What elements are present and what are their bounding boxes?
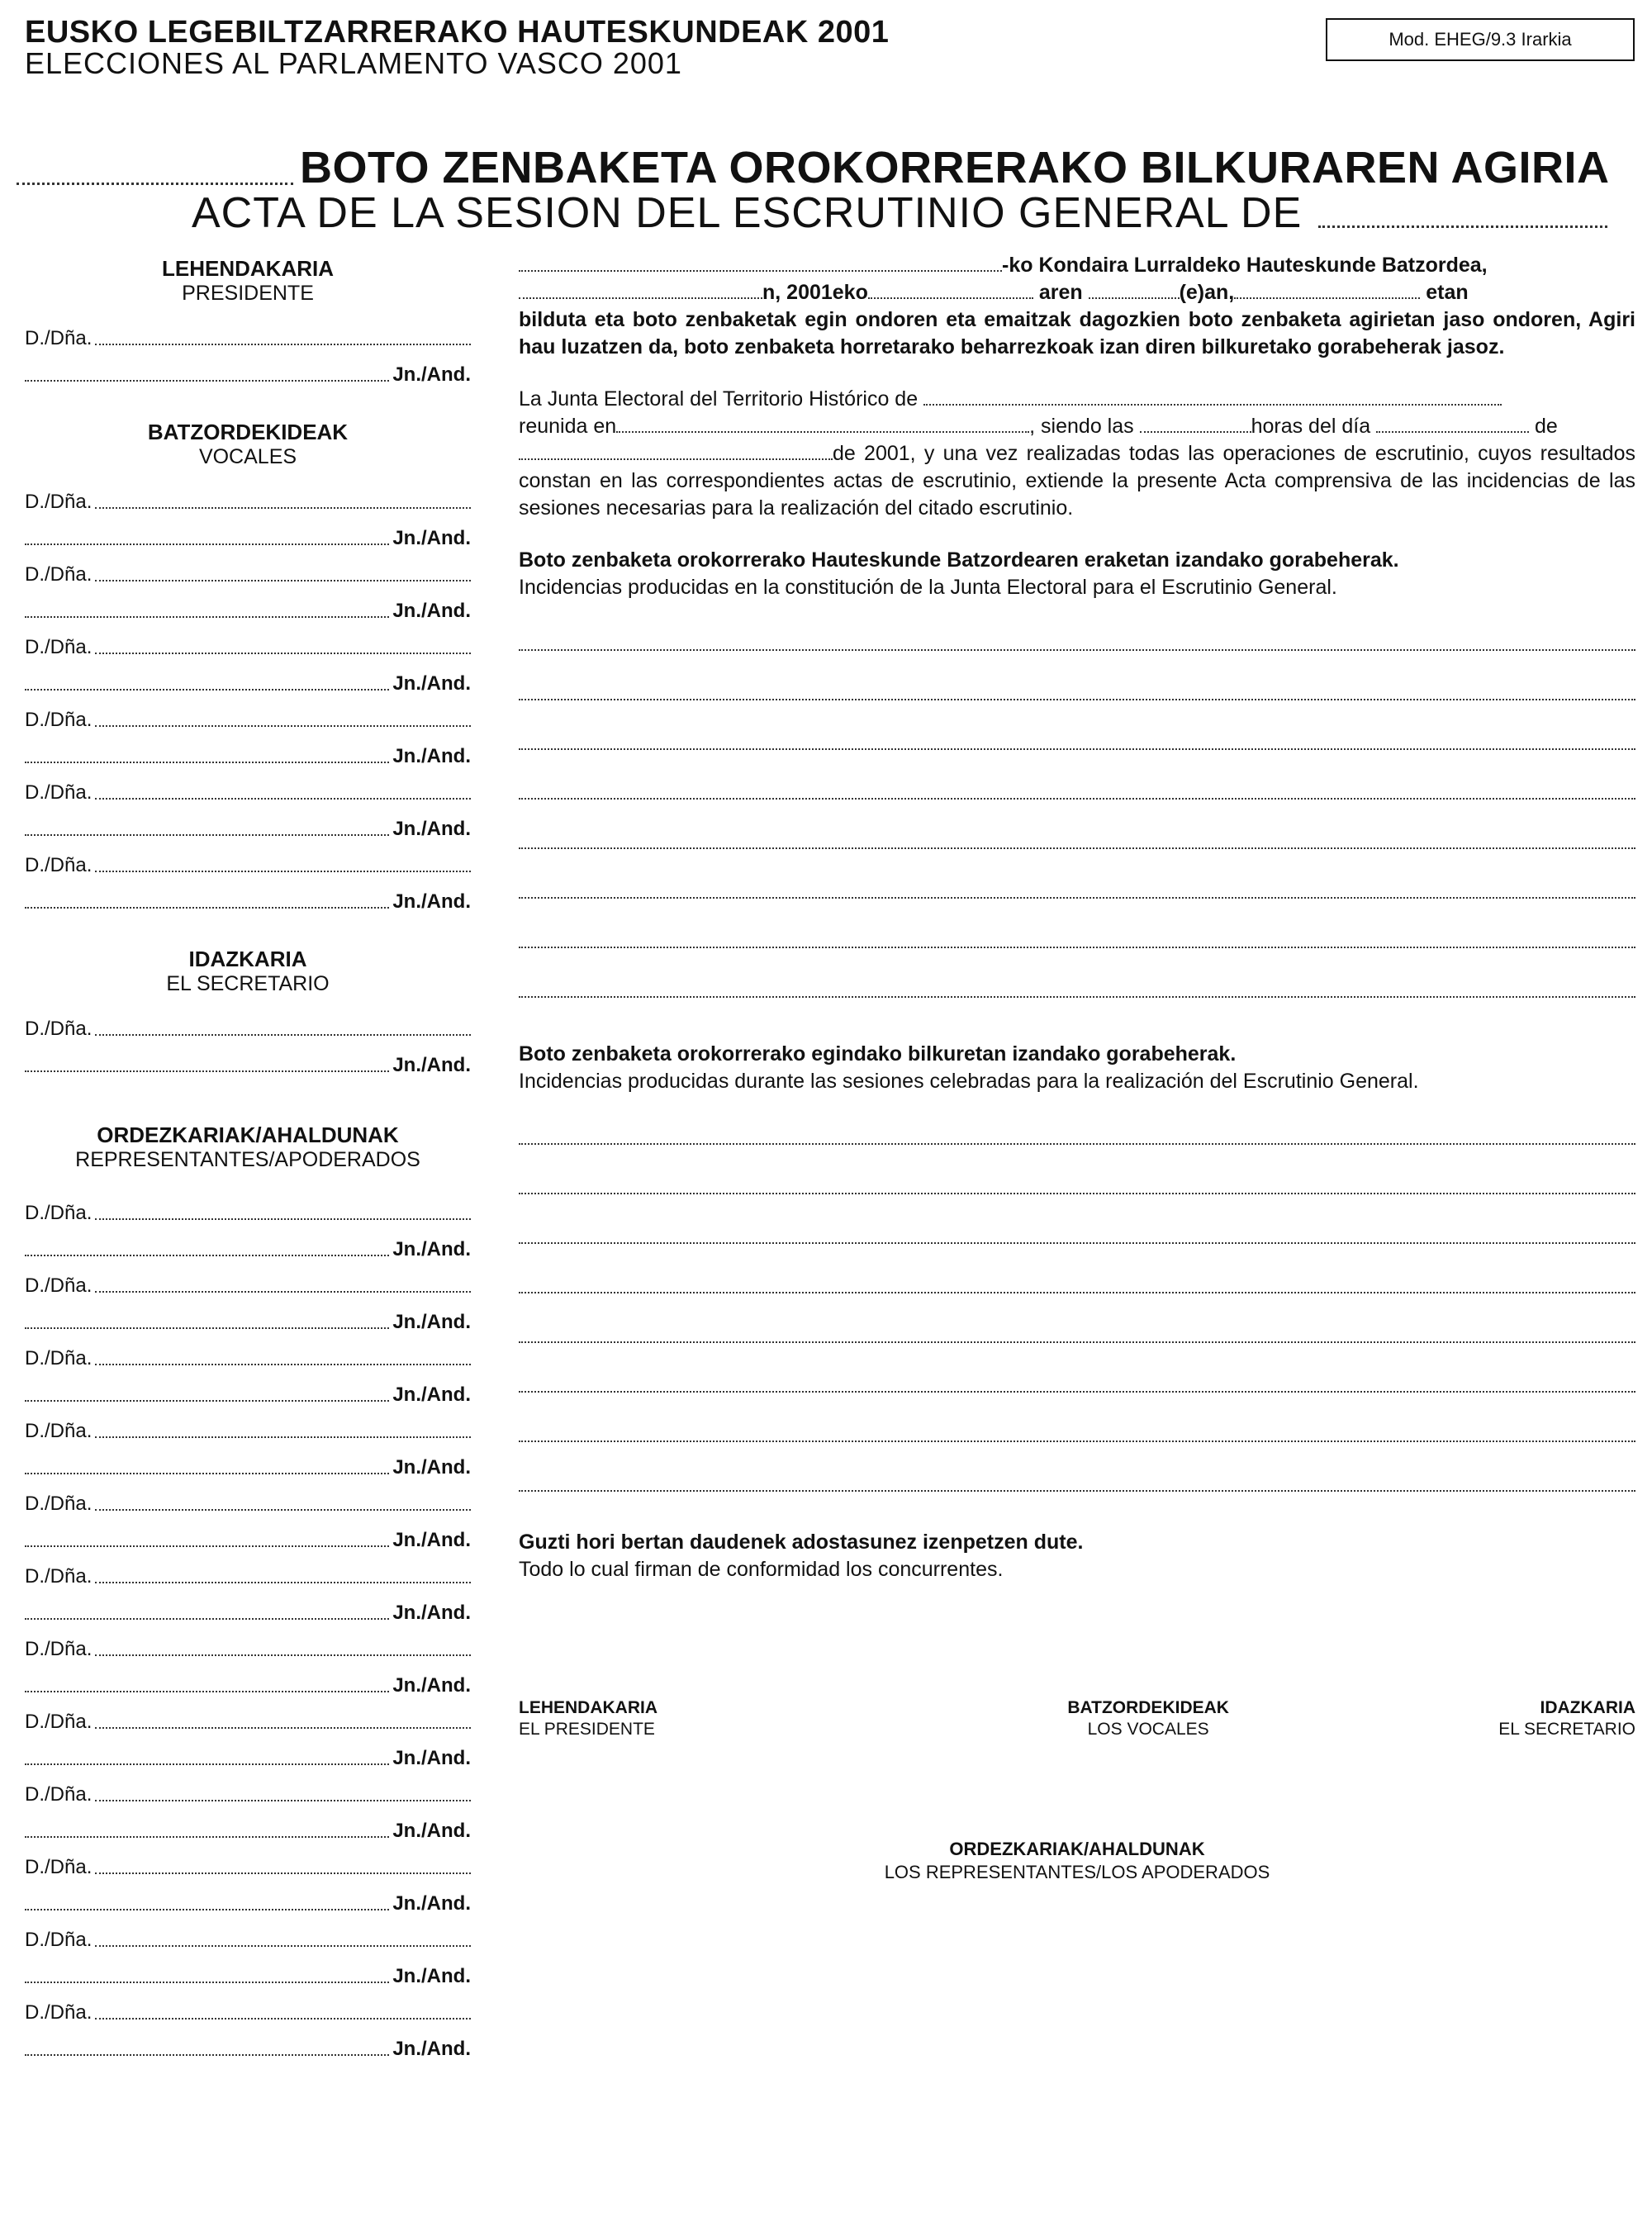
name-line[interactable] — [95, 871, 471, 872]
id-line[interactable] — [25, 1327, 389, 1329]
name-field[interactable] — [25, 695, 471, 732]
closing-statement — [519, 1529, 1635, 1583]
incidence-line[interactable] — [519, 1440, 1635, 1442]
day-fill-es[interactable] — [1376, 415, 1529, 433]
place-fill-es[interactable] — [616, 415, 1029, 433]
id-line[interactable] — [25, 1473, 389, 1474]
hour-fill-es[interactable] — [1140, 415, 1251, 433]
name-field[interactable] — [25, 477, 471, 514]
reps-heading-es: REPRESENTANTES/APODERADOS — [75, 1148, 420, 1171]
dna-label: D./Dña. — [25, 1202, 93, 1224]
jn-and-label: Jn./And. — [392, 890, 471, 913]
name-field[interactable] — [25, 1697, 471, 1734]
sig-vocales-es: LOS VOCALES — [1087, 1720, 1209, 1739]
jn-and-label: Jn./And. — [392, 1747, 471, 1769]
sig-vocales-eu: BATZORDEKIDEAK — [1067, 1698, 1229, 1717]
incidence-line[interactable] — [519, 897, 1635, 899]
id-field[interactable] — [25, 1370, 471, 1407]
document-title-es: ACTA DE LA SESION DEL ESCRUTINIO GENERAL DE — [192, 189, 1303, 237]
id-field[interactable] — [25, 877, 471, 914]
dna-label: D./Dña. — [25, 327, 93, 349]
incidence-line[interactable] — [519, 1341, 1635, 1343]
id-line[interactable] — [25, 1763, 389, 1765]
dna-label: D./Dña. — [25, 1493, 93, 1515]
name-line[interactable] — [95, 1034, 471, 1036]
acta-body — [519, 252, 1635, 1583]
sessions-heading-eu: Boto zenbaketa orokorrerako egindako bilkuretan izandako gorabeherak. — [519, 1042, 1237, 1066]
constitution-heading-es: Incidencias producidas en la constitución de la Junta Electoral para el Escrutinio General. — [519, 576, 1337, 599]
sessions-section — [519, 1041, 1635, 1095]
jn-and-label: Jn./And. — [392, 527, 471, 549]
secretary-heading-es: EL SECRETARIO — [166, 972, 330, 995]
signature-headings — [519, 1697, 1635, 1740]
jn-and-label: Jn./And. — [392, 1602, 471, 1624]
id-field[interactable] — [25, 1588, 471, 1625]
id-line[interactable] — [25, 1255, 389, 1256]
jn-and-label: Jn./And. — [392, 1456, 471, 1478]
constitution-section — [519, 547, 1635, 601]
id-field[interactable] — [25, 1661, 471, 1697]
name-field[interactable] — [25, 1004, 471, 1041]
incidence-line[interactable] — [519, 699, 1635, 700]
jn-and-label: Jn./And. — [392, 745, 471, 767]
dna-label: D./Dña. — [25, 1018, 93, 1040]
month-fill-es[interactable] — [519, 442, 833, 460]
sig-secretary-es: EL SECRETARIO — [1498, 1720, 1635, 1739]
dna-label: D./Dña. — [25, 1638, 93, 1660]
id-field[interactable] — [25, 2024, 471, 2061]
dna-label: D./Dña. — [25, 1783, 93, 1806]
jn-and-label: Jn./And. — [392, 672, 471, 695]
header-title-eu: EUSKO LEGEBILTZARRERAKO HAUTESKUNDEAK 2001 — [25, 15, 890, 50]
sessions-heading-es: Incidencias producidas durante las sesiones celebradas para la realización del Escrutinio General. — [519, 1070, 1419, 1093]
incidence-line[interactable] — [519, 1242, 1635, 1244]
id-field[interactable] — [25, 1879, 471, 1915]
dna-label: D./Dña. — [25, 2001, 93, 2024]
name-field[interactable] — [25, 1770, 471, 1806]
incidence-line[interactable] — [519, 649, 1635, 651]
incidence-line[interactable] — [519, 1490, 1635, 1492]
name-line[interactable] — [95, 580, 471, 581]
id-field[interactable] — [25, 1516, 471, 1552]
dna-label: D./Dña. — [25, 491, 93, 513]
intro-es-f: de 2001, y una vez realizadas todas las operaciones de escrutinio, cuyos resultados constan en las correspondientes actas de escrutinio, extiende la presente Acta comprensiva de las incidencias de las sesiones necesarias para la realización del citado escrutinio. — [519, 442, 1635, 520]
name-line[interactable] — [95, 1727, 471, 1729]
jn-and-label: Jn./And. — [392, 1965, 471, 1987]
sig-representatives — [519, 1838, 1635, 1884]
name-line[interactable] — [95, 725, 471, 727]
id-line[interactable] — [25, 1982, 389, 1983]
name-field[interactable] — [25, 1334, 471, 1370]
document-title-eu-row — [17, 142, 1635, 193]
dna-label: D./Dña. — [25, 709, 93, 731]
dna-label: D./Dña. — [25, 1929, 93, 1951]
title-es-fill-line[interactable] — [1318, 225, 1607, 228]
id-field[interactable] — [25, 1806, 471, 1843]
dna-label: D./Dña. — [25, 781, 93, 804]
territory-fill-es[interactable] — [923, 387, 1502, 406]
name-line[interactable] — [95, 1582, 471, 1583]
sig-secretary — [1498, 1697, 1635, 1740]
id-field[interactable] — [25, 1734, 471, 1770]
jn-and-label: Jn./And. — [392, 1311, 471, 1333]
day-fill[interactable] — [1089, 281, 1180, 299]
name-field[interactable] — [25, 1843, 471, 1879]
incidence-line[interactable] — [519, 1193, 1635, 1194]
dna-label: D./Dña. — [25, 854, 93, 876]
jn-and-label: Jn./And. — [392, 2038, 471, 2060]
id-field[interactable] — [25, 732, 471, 768]
dna-label: D./Dña. — [25, 1711, 93, 1733]
dna-label: D./Dña. — [25, 1274, 93, 1297]
id-field[interactable] — [25, 586, 471, 623]
dna-label: D./Dña. — [25, 563, 93, 586]
name-line[interactable] — [95, 507, 471, 509]
name-line[interactable] — [95, 1800, 471, 1801]
dna-label: D./Dña. — [25, 1565, 93, 1588]
sig-vocales — [1067, 1697, 1229, 1740]
id-line[interactable] — [25, 834, 389, 836]
intro-eu-e: etan — [1426, 281, 1469, 304]
id-field[interactable] — [25, 1041, 471, 1077]
intro-es-d: horas del día — [1251, 415, 1371, 438]
intro-paragraph-es — [519, 386, 1635, 522]
model-code-box: Mod. EHEG/9.3 Irarkia — [1326, 18, 1635, 61]
name-field[interactable] — [25, 1189, 471, 1225]
jn-and-label: Jn./And. — [392, 1238, 471, 1260]
intro-es-c: , siendo las — [1029, 415, 1134, 438]
name-field[interactable] — [25, 623, 471, 659]
id-field[interactable] — [25, 1952, 471, 1988]
name-line[interactable] — [95, 1509, 471, 1511]
document-title-eu: BOTO ZENBAKETA OROKORRERAKO BILKURAREN AGIRIA — [300, 143, 1610, 192]
id-field[interactable] — [25, 1225, 471, 1261]
jn-and-label: Jn./And. — [392, 600, 471, 622]
name-line[interactable] — [95, 1872, 471, 1874]
incidence-line[interactable] — [519, 1391, 1635, 1393]
jn-and-label: Jn./And. — [392, 1820, 471, 1842]
name-field[interactable] — [25, 314, 471, 350]
id-field[interactable] — [25, 659, 471, 695]
intro-eu-f: bilduta eta boto zenbaketak egin ondoren eta emaitzak dagozkien boto zenbaketa agirietan jaso ondoren, Agiri hau luzatzen da, boto zenbaketa horretarako beharrezkoak izan diren bilkuretako gorabeherak jasoz. — [519, 308, 1635, 358]
id-line[interactable] — [25, 1618, 389, 1620]
intro-eu-b: n, 2001eko — [762, 281, 868, 304]
incidence-line[interactable] — [519, 1143, 1635, 1145]
name-line[interactable] — [95, 1654, 471, 1656]
jn-and-label: Jn./And. — [392, 1384, 471, 1406]
name-field[interactable] — [25, 841, 471, 877]
incidence-line[interactable] — [519, 847, 1635, 849]
id-line[interactable] — [25, 907, 389, 909]
closing-eu: Guzti hori bertan daudenek adostasunez izenpetzen dute. — [519, 1531, 1084, 1554]
id-line[interactable] — [25, 1070, 389, 1072]
jn-and-label: Jn./And. — [392, 1674, 471, 1697]
title-fill-line[interactable] — [17, 183, 293, 185]
name-line[interactable] — [95, 1945, 471, 1947]
dna-label: D./Dña. — [25, 1347, 93, 1369]
name-line[interactable] — [95, 344, 471, 345]
id-field[interactable] — [25, 350, 471, 387]
intro-es-a: La Junta Electoral del Territorio Histórico de — [519, 387, 919, 411]
name-line[interactable] — [95, 1364, 471, 1365]
sig-reps-es: LOS REPRESENTANTES/LOS APODERADOS — [884, 1862, 1270, 1882]
id-field[interactable] — [25, 1443, 471, 1479]
name-field[interactable] — [25, 1479, 471, 1516]
intro-eu-c: aren — [1038, 281, 1083, 304]
jn-and-label: Jn./And. — [392, 1054, 471, 1076]
incidence-line[interactable] — [519, 996, 1635, 998]
id-line[interactable] — [25, 689, 389, 691]
president-heading-es: PRESIDENTE — [182, 282, 314, 305]
name-field[interactable] — [25, 1552, 471, 1588]
id-line[interactable] — [25, 1400, 389, 1402]
intro-es-e: de — [1535, 415, 1558, 438]
place-fill[interactable] — [519, 281, 762, 299]
signatories-column — [25, 256, 471, 2061]
id-line[interactable] — [25, 2054, 389, 2056]
id-field[interactable] — [25, 804, 471, 841]
sig-reps-eu: ORDEZKARIAK/AHALDUNAK — [949, 1839, 1205, 1859]
sig-president — [519, 1697, 657, 1740]
incidence-line[interactable] — [519, 1292, 1635, 1293]
id-field[interactable] — [25, 514, 471, 550]
name-field[interactable] — [25, 1988, 471, 2024]
name-line[interactable] — [95, 1218, 471, 1220]
jn-and-label: Jn./And. — [392, 1529, 471, 1551]
intro-eu-a: -ko Kondaira Lurraldeko Hauteskunde Batzordea, — [1002, 254, 1488, 277]
reps-heading-eu: ORDEZKARIAK/AHALDUNAK — [97, 1122, 399, 1147]
id-line[interactable] — [25, 543, 389, 545]
constitution-heading-eu: Boto zenbaketa orokorrerako Hauteskunde Batzordearen eraketan izandako gorabeherak. — [519, 548, 1399, 572]
id-line[interactable] — [25, 1691, 389, 1692]
vocales-heading-eu: BATZORDEKIDEAK — [147, 420, 349, 444]
sig-president-eu: LEHENDAKARIA — [519, 1698, 657, 1717]
sig-president-es: EL PRESIDENTE — [519, 1720, 655, 1739]
id-line[interactable] — [25, 380, 389, 382]
incidence-line[interactable] — [519, 947, 1635, 948]
id-line[interactable] — [25, 1545, 389, 1547]
intro-eu-d: (e)an, — [1179, 281, 1235, 304]
incidence-line[interactable] — [519, 798, 1635, 800]
id-line[interactable] — [25, 1909, 389, 1910]
name-field[interactable] — [25, 768, 471, 804]
sig-secretary-eu: IDAZKARIA — [1540, 1698, 1635, 1717]
jn-and-label: Jn./And. — [392, 363, 471, 386]
header-title-es: ELECCIONES AL PARLAMENTO VASCO 2001 — [25, 46, 682, 80]
month-fill[interactable] — [868, 281, 1033, 299]
intro-paragraph-eu — [519, 252, 1635, 361]
hour-fill[interactable] — [1234, 281, 1420, 299]
jn-and-label: Jn./And. — [392, 1892, 471, 1915]
name-field[interactable] — [25, 1407, 471, 1443]
jn-and-label: Jn./And. — [392, 818, 471, 840]
secretary-heading-eu: IDAZKARIA — [188, 947, 307, 971]
id-line[interactable] — [25, 762, 389, 763]
president-heading-eu: LEHENDAKARIA — [162, 256, 334, 281]
dna-label: D./Dña. — [25, 1420, 93, 1442]
id-line[interactable] — [25, 616, 389, 618]
dna-label: D./Dña. — [25, 636, 93, 658]
name-field[interactable] — [25, 1261, 471, 1298]
name-field[interactable] — [25, 1625, 471, 1661]
name-line[interactable] — [95, 798, 471, 800]
name-line[interactable] — [95, 1436, 471, 1438]
territory-fill[interactable] — [519, 254, 1002, 272]
name-field[interactable] — [25, 550, 471, 586]
name-line[interactable] — [95, 1291, 471, 1293]
incidence-line[interactable] — [519, 748, 1635, 750]
dna-label: D./Dña. — [25, 1856, 93, 1878]
id-line[interactable] — [25, 1836, 389, 1838]
name-line[interactable] — [95, 653, 471, 654]
name-field[interactable] — [25, 1915, 471, 1952]
vocales-heading-es: VOCALES — [198, 445, 297, 468]
name-line[interactable] — [95, 2018, 471, 2020]
closing-es: Todo lo cual firman de conformidad los concurrentes. — [519, 1558, 1004, 1581]
id-field[interactable] — [25, 1298, 471, 1334]
document-title-es-row — [192, 188, 1607, 238]
intro-es-b: reunida en — [519, 415, 617, 438]
